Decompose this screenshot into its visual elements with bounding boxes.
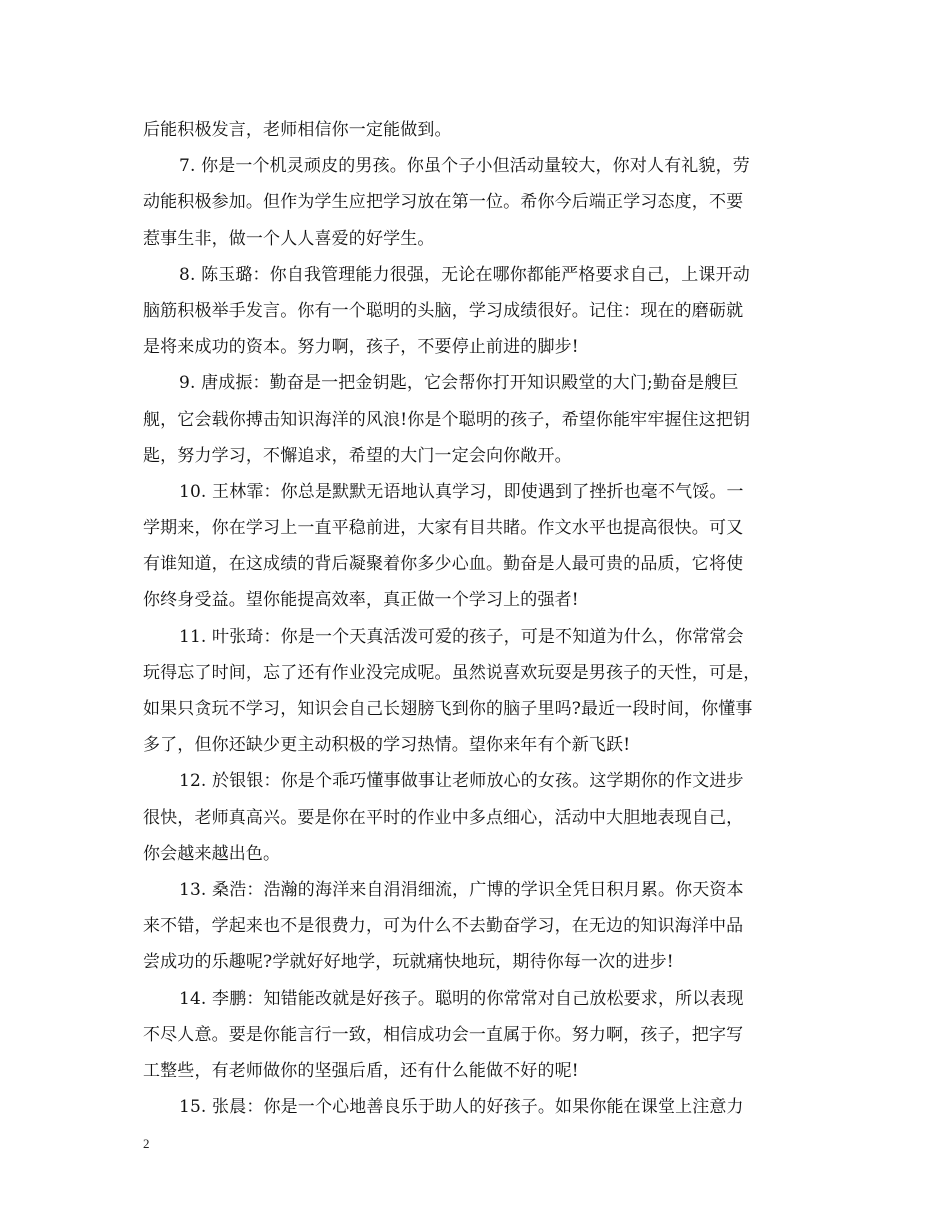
text-line: 有谁知道，在这成绩的背后凝聚着你多少心血。勤奋是人最可贵的品质，它将使	[143, 554, 744, 575]
text-line: 是将来成功的资本。努力啊，孩子，不要停止前进的脚步!	[143, 337, 579, 358]
text-line: 你终身受益。望你能提高效率，真正做一个学习上的强者!	[143, 590, 579, 611]
comment-11-start: 11. 叶张琦：你是一个天真活泼可爱的孩子，可是不知道为什么，你常常会	[179, 626, 744, 647]
comment-12-start: 12. 於银银：你是个乖巧懂事做事让老师放心的女孩。这学期你的作文进步	[179, 771, 744, 792]
text-line: 不尽人意。要是你能言行一致，相信成功会一直属于你。努力啊，孩子，把字写	[143, 1024, 744, 1045]
comment-7-start: 7. 你是一个机灵顽皮的男孩。你虽个子小但活动量较大，你对人有礼貌，劳	[179, 156, 750, 177]
text-line: 尝成功的乐趣呢?学就好好地学，玩就痛快地玩，期待你每一次的进步!	[143, 952, 674, 973]
text-line: 玩得忘了时间，忘了还有作业没完成呢。虽然说喜欢玩耍是男孩子的天性，可是，	[143, 662, 761, 683]
comment-8-start: 8. 陈玉璐：你自我管理能力很强，无论在哪你都能严格要求自己，上课开动	[179, 264, 750, 285]
text-line: 舰，它会载你搏击知识海洋的风浪!你是个聪明的孩子，希望你能牢牢握住这把钥	[143, 409, 751, 430]
page-number: 2	[143, 1136, 150, 1151]
text-line: 脑筋积极举手发言。你有一个聪明的头脑，学习成绩很好。记住：现在的磨砺就	[143, 300, 744, 321]
text-line: 惹事生非，做一个人人喜爱的好学生。	[143, 228, 435, 249]
text-line: 多了，但你还缺少更主动积极的学习热情。望你来年有个新飞跃!	[143, 735, 631, 756]
text-line: 后能积极发言，老师相信你一定能做到。	[143, 120, 452, 140]
comment-13-start: 13. 桑浩：浩瀚的海洋来自涓涓细流，广博的学识全凭日积月累。你天资本	[179, 879, 744, 900]
comment-9-start: 9. 唐成振：勤奋是一把金钥匙，它会帮你打开知识殿堂的大门;勤奋是艘巨	[179, 373, 739, 394]
comment-10-start: 10. 王林霏：你总是默默无语地认真学习，即使遇到了挫折也毫不气馁。一	[179, 481, 744, 502]
text-line: 来不错，学起来也不是很费力，可为什么不去勤奋学习，在无边的知识海洋中品	[143, 916, 744, 937]
text-line: 动能积极参加。但作为学生应把学习放在第一位。希你今后端正学习态度，不要	[143, 192, 744, 213]
text-line: 匙，努力学习，不懈追求，希望的大门一定会向你敞开。	[143, 445, 572, 466]
text-line: 学期来，你在学习上一直平稳前进，大家有目共睹。作文水平也提高很快。可又	[143, 518, 744, 539]
document-body	[143, 112, 811, 1125]
text-line: 很快，老师真高兴。要是你在平时的作业中多点细心，活动中大胆地表现自己，	[143, 807, 744, 828]
comment-14-start: 14. 李鹏：知错能改就是好孩子。聪明的你常常对自己放松要求，所以表现	[179, 988, 744, 1009]
comment-15-start: 15. 张晨：你是一个心地善良乐于助人的好孩子。如果你能在课堂上注意力	[179, 1097, 744, 1118]
text-line: 如果只贪玩不学习，知识会自己长翅膀飞到你的脑子里吗?最近一段时间，你懂事	[143, 699, 753, 719]
text-line: 工整些，有老师做你的坚强后盾，还有什么能做不好的呢!	[143, 1060, 579, 1081]
text-line: 你会越来越出色。	[143, 843, 281, 864]
